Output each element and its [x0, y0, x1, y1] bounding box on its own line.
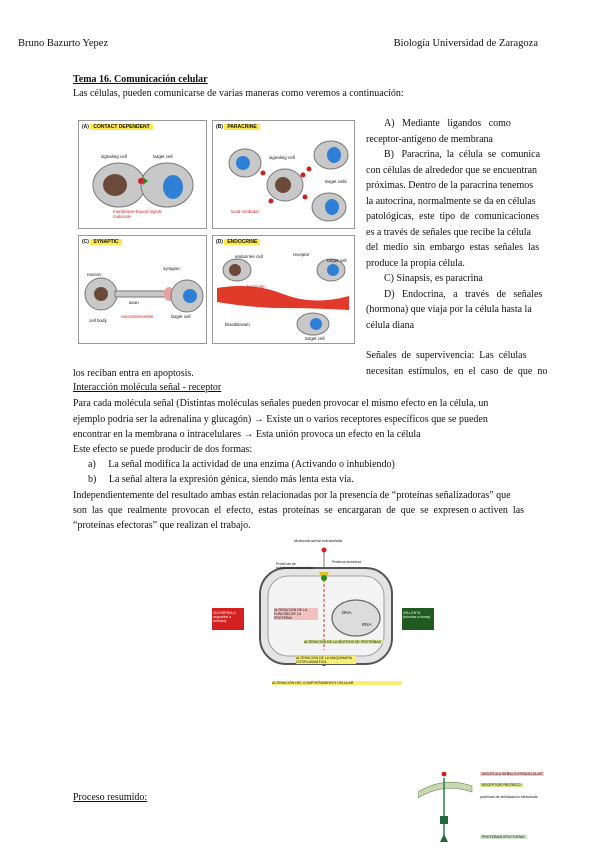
paragraph-line: “proteínas efectoras” que realizan el trabajo.	[73, 520, 251, 531]
panel-label: CONTACT DEPENDENT	[90, 124, 152, 130]
continuation-line: los reciban entra en apoptosis.	[73, 368, 194, 379]
panel-label: SYNAPTIC	[90, 239, 121, 245]
paragraph-line: Para cada molécula señal (Distintas moléculas señales pueden provocar el mismo efecto en la célula, un	[73, 398, 489, 409]
list-marker: a)	[88, 459, 96, 470]
paragraph-line: ejemplo podría ser la adrenalina y glucagón) → Existe un o varios receptores específicos que se pueden	[73, 414, 488, 425]
side-line: D) Endocrina, a través de señales	[384, 288, 543, 300]
panel-endocrine	[212, 235, 355, 344]
side-line: A) Mediante ligandos como	[384, 118, 511, 129]
caption-endocrine-cell: endocrine cell	[235, 254, 263, 259]
caption-target-cells: target cells	[325, 179, 347, 184]
side-line: célula diana	[366, 319, 415, 331]
side-line: patológicas, este tipo de comunicaciones	[366, 211, 540, 222]
intro-text: Las células, pueden comunicarse de varias maneras como veremos a continuación:	[73, 88, 404, 99]
caption-membrane-signal: membrane-bound signal molecule	[113, 209, 162, 219]
caption-target-cell: target cell	[327, 258, 347, 263]
list-item-a	[88, 457, 395, 472]
panel-id: (A)	[82, 124, 89, 130]
summary-effector-proteins: PROTEÍNAS EFECTORAS	[482, 835, 525, 839]
list-text: La señal modifica la actividad de una enzima (Activando o inhubiendo)	[108, 459, 395, 470]
panel-id: (D)	[216, 239, 223, 245]
paragraph-line: encontrar en la membrana o intracelulares → Esta unión provoca un efecto en la célula	[73, 429, 421, 440]
caption-signaling-cell: signaling cell	[269, 155, 295, 160]
panel-label: ENDOCRINE	[224, 239, 260, 245]
paragraph-line: son las que realmente provocan el efecto, estas proteínas se encargaran de que se expresen o activen las	[73, 505, 525, 516]
slow-pathway-box: VÍA LENTA (minutos a horas)	[403, 611, 431, 619]
rna-label: RNA	[362, 622, 372, 627]
list-text: La señal altera la expresión génica, siendo más lenta esta vía.	[108, 474, 354, 485]
side-line: B) Paracrina, la célula se comunica	[384, 149, 541, 160]
side-text	[366, 116, 560, 379]
dna-label: DNA	[342, 610, 352, 615]
side-line: Señales de supervivencia: Las células	[366, 350, 527, 361]
side-line: C) Sinapsis, es paracrina	[384, 273, 483, 284]
list-marker: b)	[88, 474, 97, 485]
caption-target-cell: target cell	[171, 314, 191, 319]
fast-pathway-box: VÍA RÁPIDA (< segundos a minutos)	[213, 611, 237, 623]
caption-synapse: synapse	[163, 266, 180, 271]
summary-extracellular-signal: MOLÉCULA SEÑAL EXTRACELULAR	[482, 772, 543, 776]
paragraph-line: Este efecto se puede producir de dos formas:	[73, 444, 253, 455]
panel-contact-dependent	[78, 120, 207, 229]
caption-neurotransmitter: neurotransmitter	[121, 314, 154, 319]
caption-local-mediator: local mediator	[231, 209, 260, 214]
page-title: Tema 16. Comunicación celular	[73, 74, 208, 85]
caption-bloodstream: bloodstream	[225, 322, 250, 327]
protein-function-box: ALTERACIÓN DE LA FUNCIÓN DE LA PROTEÍNA	[274, 608, 318, 620]
panel-id: (C)	[82, 239, 89, 245]
panel-id: (B)	[216, 124, 223, 130]
signaling-pathway-diagram	[212, 538, 442, 668]
side-line: la autocrina, normalmente se da en células	[366, 195, 536, 207]
panel-synaptic	[78, 235, 207, 344]
section-title-summary: Proceso resumido:	[73, 792, 148, 803]
summary-process-figure	[418, 772, 568, 844]
caption-target-cell: target cell	[153, 154, 173, 159]
cell-behavior-box: ALTERACIÓN DEL COMPORTAMIENTO CELULAR	[272, 681, 402, 685]
cytoplasmic-machinery-box: ALTERACIÓN DE LA MAQUINARIA CITOPLASMÁTICA	[296, 656, 356, 664]
receptor-label: Proteína receptora	[332, 560, 361, 564]
panel-label: PARACRINE	[224, 124, 259, 130]
side-line: (hormona) que viaja por la célula hasta la	[366, 304, 532, 315]
side-line: próximas. Dentro de la paracrina tenemos	[366, 180, 534, 191]
caption-cell-body: cell body	[89, 318, 107, 323]
synaptic-diagram	[79, 236, 206, 343]
summary-intracellular-proteins: proteínas de señalización intracelular	[480, 795, 538, 799]
caption-receptor: receptor	[293, 252, 310, 257]
panel-paracrine	[212, 120, 355, 229]
extracellular-signal-label: Molécula señal extracelular	[294, 538, 343, 543]
caption-hormone: hormone	[247, 284, 265, 289]
caption-target-cell-2: target cell	[305, 336, 325, 341]
list-item-b	[88, 472, 354, 487]
side-line: con células de alrededor que se encuentran	[366, 164, 538, 176]
cell-communication-figure	[78, 117, 355, 347]
protein-synthesis-box: ALTERACIÓN DE LA SÍNTESIS DE PROTEÍNAS	[304, 640, 384, 644]
paragraph-line: Independientemente del resultado ambas están relacionadas por la presencia de “proteínas señalizadoras” que	[73, 490, 511, 501]
section-title-interaction: Interacción molécula señal - receptor	[73, 382, 222, 393]
summary-receptor: RECEPTOR PROTEICO	[482, 783, 521, 787]
header-author: Bruno Bazurto Yepez	[18, 38, 109, 49]
caption-neuron: neuron	[87, 272, 102, 277]
side-line: es a través de señales que recibe la célula	[366, 226, 531, 238]
intracellular-proteins-label: Proteínas de señalización intracelular	[276, 562, 314, 570]
side-line: receptor-antígeno de membrana	[366, 133, 493, 145]
side-line: necesitan estímulos, en el caso de que no	[366, 365, 548, 377]
header-course: Biología Universidad de Zaragoza	[393, 38, 538, 49]
caption-axon: axon	[129, 300, 139, 305]
signaling-pathway-figure	[212, 538, 442, 685]
side-line: produce la propia célula.	[366, 257, 465, 269]
side-line: del medio sin embargo estas señales las	[366, 242, 540, 253]
caption-signaling-cell: signaling cell	[101, 154, 127, 159]
